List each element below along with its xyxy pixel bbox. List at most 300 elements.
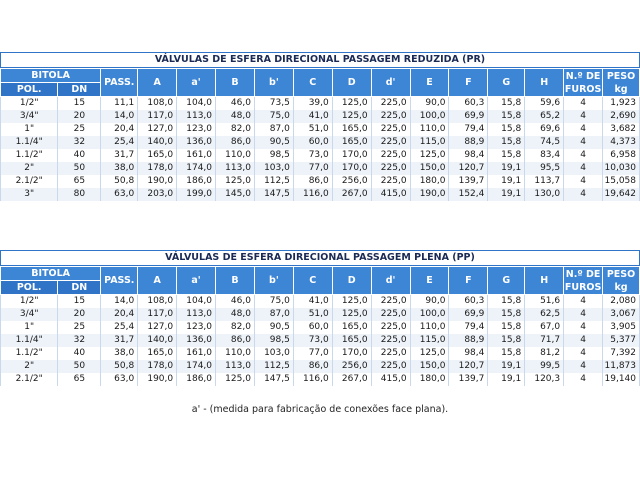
cell-e: 115,0 bbox=[410, 334, 449, 347]
cell-d: 125,0 bbox=[332, 97, 371, 111]
cell-g: 15,8 bbox=[488, 149, 525, 162]
cell-b: 46,0 bbox=[216, 97, 255, 111]
cell-d-prime: 225,0 bbox=[371, 308, 410, 321]
cell-b-prime: 112,5 bbox=[254, 360, 293, 373]
header-furos-line2: FUROS bbox=[564, 281, 602, 293]
cell-pass: 63,0 bbox=[101, 188, 138, 201]
cell-d-prime: 225,0 bbox=[371, 149, 410, 162]
footnote: a' - (medida para fabricação de conexões face plana). bbox=[191, 404, 449, 415]
cell-b: 125,0 bbox=[216, 175, 255, 188]
cell-furos: 4 bbox=[564, 373, 603, 386]
cell-a: 190,0 bbox=[138, 373, 177, 386]
cell-a: 165,0 bbox=[138, 347, 177, 360]
cell-a-prime: 199,0 bbox=[177, 188, 216, 201]
cell-b-prime: 87,0 bbox=[254, 308, 293, 321]
cell-f: 69,9 bbox=[449, 110, 488, 123]
spec-table bbox=[0, 68, 640, 201]
cell-dn: 80 bbox=[58, 188, 101, 201]
cell-c: 51,0 bbox=[293, 308, 332, 321]
cell-dn: 65 bbox=[58, 373, 101, 386]
cell-a-prime: 113,0 bbox=[177, 308, 216, 321]
cell-d: 170,0 bbox=[332, 149, 371, 162]
cell-a: 127,0 bbox=[138, 123, 177, 136]
cell-dn: 65 bbox=[58, 175, 101, 188]
cell-furos: 4 bbox=[564, 162, 603, 175]
cell-furos: 4 bbox=[564, 175, 603, 188]
cell-h: 95,5 bbox=[525, 162, 564, 175]
cell-g: 15,8 bbox=[488, 347, 525, 360]
header-a: A bbox=[138, 267, 177, 295]
cell-g: 15,8 bbox=[488, 123, 525, 136]
cell-peso: 1,923 bbox=[603, 97, 640, 111]
cell-dn: 25 bbox=[58, 321, 101, 334]
header-pol: POL. bbox=[1, 83, 58, 97]
cell-f: 139,7 bbox=[449, 175, 488, 188]
cell-pass: 31,7 bbox=[101, 149, 138, 162]
cell-b: 46,0 bbox=[216, 295, 255, 309]
cell-furos: 4 bbox=[564, 308, 603, 321]
cell-dn: 25 bbox=[58, 123, 101, 136]
cell-b: 82,0 bbox=[216, 321, 255, 334]
cell-a: 127,0 bbox=[138, 321, 177, 334]
table-title: VÁLVULAS DE ESFERA DIRECIONAL PASSAGEM REDUZIDA (PR) bbox=[0, 52, 640, 68]
header-e: E bbox=[410, 69, 449, 97]
header-b-prime: b' bbox=[254, 267, 293, 295]
cell-b-prime: 90,5 bbox=[254, 136, 293, 149]
cell-pass: 11,1 bbox=[101, 97, 138, 111]
cell-g: 19,1 bbox=[488, 373, 525, 386]
header-a: A bbox=[138, 69, 177, 97]
header-pol: POL. bbox=[1, 281, 58, 295]
cell-h: 113,7 bbox=[525, 175, 564, 188]
cell-d: 267,0 bbox=[332, 373, 371, 386]
cell-pol: 2.1/2" bbox=[1, 175, 58, 188]
header-furos-line1: N.º DE bbox=[565, 70, 601, 82]
cell-h: 67,0 bbox=[525, 321, 564, 334]
cell-dn: 20 bbox=[58, 308, 101, 321]
cell-peso: 11,873 bbox=[603, 360, 640, 373]
cell-f: 60,3 bbox=[449, 295, 488, 309]
header-d-prime: d' bbox=[371, 69, 410, 97]
cell-f: 88,9 bbox=[449, 136, 488, 149]
cell-d: 165,0 bbox=[332, 334, 371, 347]
cell-a: 203,0 bbox=[138, 188, 177, 201]
cell-d: 125,0 bbox=[332, 295, 371, 309]
cell-pass: 20,4 bbox=[101, 308, 138, 321]
cell-pass: 38,0 bbox=[101, 162, 138, 175]
cell-e: 100,0 bbox=[410, 110, 449, 123]
cell-a: 117,0 bbox=[138, 110, 177, 123]
cell-b-prime: 103,0 bbox=[254, 162, 293, 175]
cell-b-prime: 112,5 bbox=[254, 175, 293, 188]
header-furos-line2: FUROS bbox=[564, 83, 602, 95]
cell-h: 130,0 bbox=[525, 188, 564, 201]
cell-e: 190,0 bbox=[410, 188, 449, 201]
header-bitola: BITOLA bbox=[1, 69, 101, 83]
cell-peso: 2,690 bbox=[603, 110, 640, 123]
header-furos bbox=[564, 69, 603, 97]
cell-a-prime: 186,0 bbox=[177, 175, 216, 188]
cell-peso: 5,377 bbox=[603, 334, 640, 347]
header-peso-line2: kg bbox=[614, 281, 628, 293]
header-b: B bbox=[216, 267, 255, 295]
header-d: D bbox=[332, 69, 371, 97]
table-row bbox=[1, 162, 640, 175]
cell-d: 267,0 bbox=[332, 188, 371, 201]
cell-pol: 1" bbox=[1, 321, 58, 334]
cell-pass: 63,0 bbox=[101, 373, 138, 386]
header-furos bbox=[564, 267, 603, 295]
cell-b-prime: 75,0 bbox=[254, 295, 293, 309]
cell-b: 48,0 bbox=[216, 110, 255, 123]
cell-pol: 2" bbox=[1, 360, 58, 373]
table-reduced-passage bbox=[0, 52, 640, 201]
table-row bbox=[1, 149, 640, 162]
cell-dn: 32 bbox=[58, 136, 101, 149]
cell-d: 165,0 bbox=[332, 123, 371, 136]
table-full-passage bbox=[0, 250, 640, 386]
cell-c: 51,0 bbox=[293, 123, 332, 136]
table-row bbox=[1, 175, 640, 188]
cell-furos: 4 bbox=[564, 295, 603, 309]
cell-furos: 4 bbox=[564, 360, 603, 373]
cell-dn: 32 bbox=[58, 334, 101, 347]
cell-b-prime: 98,5 bbox=[254, 334, 293, 347]
cell-pol: 1/2" bbox=[1, 97, 58, 111]
cell-peso: 3,067 bbox=[603, 308, 640, 321]
table-title: VÁLVULAS DE ESFERA DIRECIONAL PASSAGEM PLENA (PP) bbox=[0, 250, 640, 266]
cell-pol: 1/2" bbox=[1, 295, 58, 309]
cell-a: 190,0 bbox=[138, 175, 177, 188]
cell-d: 125,0 bbox=[332, 308, 371, 321]
header-peso-line1: PESO bbox=[606, 268, 636, 280]
cell-peso: 19,642 bbox=[603, 188, 640, 201]
cell-d-prime: 225,0 bbox=[371, 334, 410, 347]
cell-pass: 50,8 bbox=[101, 360, 138, 373]
cell-dn: 40 bbox=[58, 347, 101, 360]
cell-h: 65,2 bbox=[525, 110, 564, 123]
cell-pass: 20,4 bbox=[101, 123, 138, 136]
cell-e: 180,0 bbox=[410, 373, 449, 386]
header-f: F bbox=[449, 267, 488, 295]
cell-pol: 3/4" bbox=[1, 308, 58, 321]
cell-h: 120,3 bbox=[525, 373, 564, 386]
cell-d: 170,0 bbox=[332, 347, 371, 360]
cell-a: 117,0 bbox=[138, 308, 177, 321]
cell-g: 15,8 bbox=[488, 321, 525, 334]
cell-a: 140,0 bbox=[138, 136, 177, 149]
cell-peso: 2,080 bbox=[603, 295, 640, 309]
cell-peso: 7,392 bbox=[603, 347, 640, 360]
cell-c: 116,0 bbox=[293, 188, 332, 201]
table-row bbox=[1, 123, 640, 136]
header-c: C bbox=[293, 267, 332, 295]
cell-b: 113,0 bbox=[216, 162, 255, 175]
header-h: H bbox=[525, 69, 564, 97]
header-peso bbox=[603, 69, 640, 97]
cell-a: 140,0 bbox=[138, 334, 177, 347]
cell-furos: 4 bbox=[564, 97, 603, 111]
cell-e: 180,0 bbox=[410, 175, 449, 188]
cell-a-prime: 161,0 bbox=[177, 149, 216, 162]
cell-c: 41,0 bbox=[293, 110, 332, 123]
cell-d: 170,0 bbox=[332, 162, 371, 175]
header-a-prime: a' bbox=[177, 69, 216, 97]
cell-a-prime: 104,0 bbox=[177, 295, 216, 309]
cell-g: 19,1 bbox=[488, 162, 525, 175]
header-pass: PASS. bbox=[101, 69, 138, 97]
cell-b-prime: 103,0 bbox=[254, 347, 293, 360]
cell-e: 110,0 bbox=[410, 123, 449, 136]
cell-b: 86,0 bbox=[216, 334, 255, 347]
cell-c: 41,0 bbox=[293, 295, 332, 309]
cell-b-prime: 147,5 bbox=[254, 188, 293, 201]
cell-a-prime: 186,0 bbox=[177, 373, 216, 386]
cell-c: 60,0 bbox=[293, 321, 332, 334]
header-b: B bbox=[216, 69, 255, 97]
cell-h: 71,7 bbox=[525, 334, 564, 347]
cell-b-prime: 75,0 bbox=[254, 110, 293, 123]
header-b-prime: b' bbox=[254, 69, 293, 97]
cell-b: 125,0 bbox=[216, 373, 255, 386]
header-g: G bbox=[488, 267, 525, 295]
cell-e: 125,0 bbox=[410, 347, 449, 360]
cell-b: 110,0 bbox=[216, 149, 255, 162]
cell-e: 90,0 bbox=[410, 295, 449, 309]
cell-c: 116,0 bbox=[293, 373, 332, 386]
cell-pass: 31,7 bbox=[101, 334, 138, 347]
cell-g: 15,8 bbox=[488, 136, 525, 149]
cell-a: 178,0 bbox=[138, 360, 177, 373]
cell-pol: 3/4" bbox=[1, 110, 58, 123]
cell-peso: 3,905 bbox=[603, 321, 640, 334]
cell-b: 113,0 bbox=[216, 360, 255, 373]
cell-pol: 1.1/2" bbox=[1, 347, 58, 360]
cell-g: 15,8 bbox=[488, 308, 525, 321]
header-peso bbox=[603, 267, 640, 295]
cell-d-prime: 225,0 bbox=[371, 162, 410, 175]
cell-peso: 6,958 bbox=[603, 149, 640, 162]
spec-table bbox=[0, 266, 640, 386]
cell-furos: 4 bbox=[564, 123, 603, 136]
cell-peso: 4,373 bbox=[603, 136, 640, 149]
table-row bbox=[1, 110, 640, 123]
cell-dn: 40 bbox=[58, 149, 101, 162]
cell-e: 110,0 bbox=[410, 321, 449, 334]
cell-b-prime: 73,5 bbox=[254, 97, 293, 111]
header-furos-line1: N.º DE bbox=[565, 268, 601, 280]
cell-d: 125,0 bbox=[332, 110, 371, 123]
table-row bbox=[1, 188, 640, 201]
table-row bbox=[1, 308, 640, 321]
cell-g: 15,8 bbox=[488, 97, 525, 111]
cell-c: 77,0 bbox=[293, 162, 332, 175]
cell-d-prime: 415,0 bbox=[371, 373, 410, 386]
cell-peso: 3,682 bbox=[603, 123, 640, 136]
cell-g: 15,8 bbox=[488, 334, 525, 347]
cell-peso: 10,030 bbox=[603, 162, 640, 175]
table-row bbox=[1, 334, 640, 347]
cell-f: 79,4 bbox=[449, 123, 488, 136]
header-peso-line2: kg bbox=[614, 83, 628, 95]
cell-a-prime: 104,0 bbox=[177, 97, 216, 111]
cell-pol: 1.1/4" bbox=[1, 334, 58, 347]
cell-d-prime: 225,0 bbox=[371, 110, 410, 123]
cell-dn: 50 bbox=[58, 162, 101, 175]
table-row bbox=[1, 136, 640, 149]
cell-h: 59,6 bbox=[525, 97, 564, 111]
cell-h: 83,4 bbox=[525, 149, 564, 162]
cell-a-prime: 136,0 bbox=[177, 334, 216, 347]
cell-c: 86,0 bbox=[293, 360, 332, 373]
cell-b: 48,0 bbox=[216, 308, 255, 321]
cell-peso: 15,058 bbox=[603, 175, 640, 188]
cell-c: 73,0 bbox=[293, 334, 332, 347]
header-f: F bbox=[449, 69, 488, 97]
header-bitola: BITOLA bbox=[1, 267, 101, 281]
cell-h: 69,6 bbox=[525, 123, 564, 136]
cell-e: 90,0 bbox=[410, 97, 449, 111]
cell-e: 150,0 bbox=[410, 360, 449, 373]
cell-h: 99,5 bbox=[525, 360, 564, 373]
cell-c: 77,0 bbox=[293, 347, 332, 360]
table-row bbox=[1, 360, 640, 373]
header-dn: DN bbox=[58, 83, 101, 97]
cell-g: 15,8 bbox=[488, 295, 525, 309]
cell-c: 60,0 bbox=[293, 136, 332, 149]
header-dn: DN bbox=[58, 281, 101, 295]
header-pass: PASS. bbox=[101, 267, 138, 295]
cell-f: 139,7 bbox=[449, 373, 488, 386]
table-row bbox=[1, 321, 640, 334]
cell-furos: 4 bbox=[564, 188, 603, 201]
cell-d: 165,0 bbox=[332, 136, 371, 149]
header-h: H bbox=[525, 267, 564, 295]
cell-d-prime: 225,0 bbox=[371, 360, 410, 373]
table-row bbox=[1, 295, 640, 309]
cell-a-prime: 174,0 bbox=[177, 360, 216, 373]
cell-d-prime: 225,0 bbox=[371, 123, 410, 136]
cell-a: 108,0 bbox=[138, 97, 177, 111]
cell-f: 98,4 bbox=[449, 149, 488, 162]
header-g: G bbox=[488, 69, 525, 97]
cell-furos: 4 bbox=[564, 110, 603, 123]
cell-d-prime: 225,0 bbox=[371, 321, 410, 334]
cell-f: 60,3 bbox=[449, 97, 488, 111]
header-e: E bbox=[410, 267, 449, 295]
cell-dn: 15 bbox=[58, 97, 101, 111]
cell-a-prime: 136,0 bbox=[177, 136, 216, 149]
cell-pass: 14,0 bbox=[101, 110, 138, 123]
cell-g: 19,1 bbox=[488, 188, 525, 201]
cell-d-prime: 415,0 bbox=[371, 188, 410, 201]
cell-pol: 3" bbox=[1, 188, 58, 201]
cell-pol: 1.1/4" bbox=[1, 136, 58, 149]
cell-furos: 4 bbox=[564, 347, 603, 360]
cell-f: 152,4 bbox=[449, 188, 488, 201]
header-d: D bbox=[332, 267, 371, 295]
header-c: C bbox=[293, 69, 332, 97]
cell-pass: 25,4 bbox=[101, 321, 138, 334]
cell-a: 178,0 bbox=[138, 162, 177, 175]
table-row bbox=[1, 347, 640, 360]
cell-h: 62,5 bbox=[525, 308, 564, 321]
table-row bbox=[1, 373, 640, 386]
cell-pol: 1.1/2" bbox=[1, 149, 58, 162]
cell-b-prime: 87,0 bbox=[254, 123, 293, 136]
cell-a-prime: 123,0 bbox=[177, 321, 216, 334]
cell-a: 165,0 bbox=[138, 149, 177, 162]
cell-dn: 15 bbox=[58, 295, 101, 309]
cell-a-prime: 123,0 bbox=[177, 123, 216, 136]
cell-pass: 38,0 bbox=[101, 347, 138, 360]
cell-f: 88,9 bbox=[449, 334, 488, 347]
cell-furos: 4 bbox=[564, 136, 603, 149]
cell-f: 120,7 bbox=[449, 360, 488, 373]
cell-furos: 4 bbox=[564, 149, 603, 162]
cell-e: 115,0 bbox=[410, 136, 449, 149]
cell-pol: 2.1/2" bbox=[1, 373, 58, 386]
cell-b-prime: 90,5 bbox=[254, 321, 293, 334]
cell-d-prime: 225,0 bbox=[371, 136, 410, 149]
header-d-prime: d' bbox=[371, 267, 410, 295]
cell-dn: 50 bbox=[58, 360, 101, 373]
cell-g: 19,1 bbox=[488, 360, 525, 373]
cell-h: 51,6 bbox=[525, 295, 564, 309]
header-peso-line1: PESO bbox=[606, 70, 636, 82]
cell-g: 19,1 bbox=[488, 175, 525, 188]
cell-f: 98,4 bbox=[449, 347, 488, 360]
cell-d: 256,0 bbox=[332, 360, 371, 373]
cell-pol: 1" bbox=[1, 123, 58, 136]
cell-furos: 4 bbox=[564, 334, 603, 347]
cell-d: 256,0 bbox=[332, 175, 371, 188]
cell-b: 86,0 bbox=[216, 136, 255, 149]
cell-d-prime: 225,0 bbox=[371, 347, 410, 360]
cell-h: 74,5 bbox=[525, 136, 564, 149]
cell-c: 86,0 bbox=[293, 175, 332, 188]
cell-pass: 50,8 bbox=[101, 175, 138, 188]
cell-pass: 25,4 bbox=[101, 136, 138, 149]
cell-b: 110,0 bbox=[216, 347, 255, 360]
cell-e: 100,0 bbox=[410, 308, 449, 321]
cell-b: 145,0 bbox=[216, 188, 255, 201]
cell-b-prime: 147,5 bbox=[254, 373, 293, 386]
cell-a-prime: 113,0 bbox=[177, 110, 216, 123]
cell-a-prime: 161,0 bbox=[177, 347, 216, 360]
cell-g: 15,8 bbox=[488, 110, 525, 123]
cell-d-prime: 225,0 bbox=[371, 295, 410, 309]
cell-e: 125,0 bbox=[410, 149, 449, 162]
table-row bbox=[1, 97, 640, 111]
cell-f: 120,7 bbox=[449, 162, 488, 175]
cell-d-prime: 225,0 bbox=[371, 175, 410, 188]
cell-d: 165,0 bbox=[332, 321, 371, 334]
cell-dn: 20 bbox=[58, 110, 101, 123]
cell-f: 69,9 bbox=[449, 308, 488, 321]
cell-a-prime: 174,0 bbox=[177, 162, 216, 175]
cell-peso: 19,140 bbox=[603, 373, 640, 386]
cell-furos: 4 bbox=[564, 321, 603, 334]
cell-c: 39,0 bbox=[293, 97, 332, 111]
cell-a: 108,0 bbox=[138, 295, 177, 309]
cell-pass: 14,0 bbox=[101, 295, 138, 309]
cell-h: 81,2 bbox=[525, 347, 564, 360]
cell-e: 150,0 bbox=[410, 162, 449, 175]
cell-b: 82,0 bbox=[216, 123, 255, 136]
cell-b-prime: 98,5 bbox=[254, 149, 293, 162]
cell-d-prime: 225,0 bbox=[371, 97, 410, 111]
